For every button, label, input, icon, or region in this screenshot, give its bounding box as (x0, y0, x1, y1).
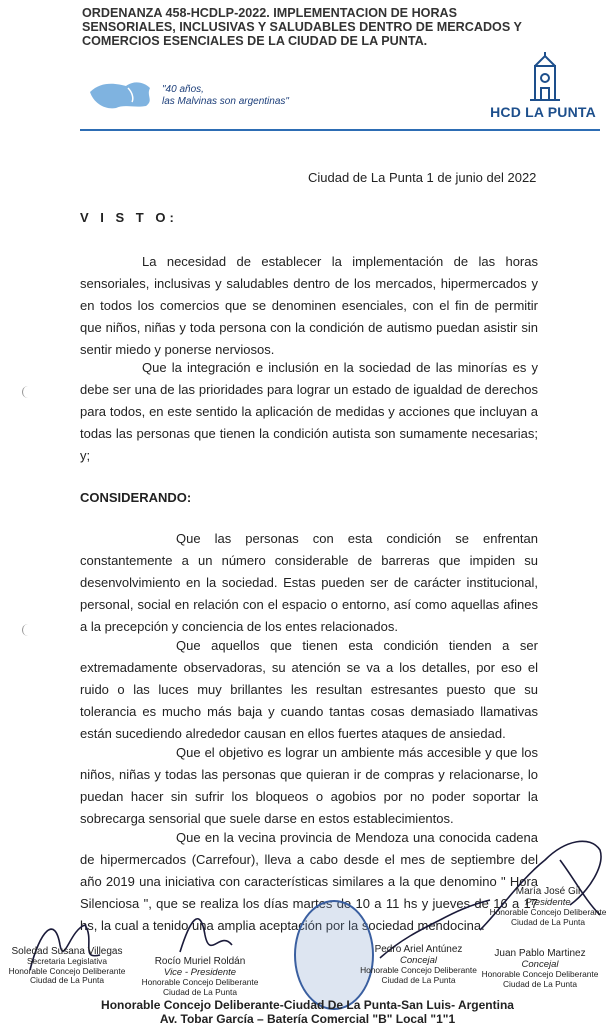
signature-gil (488, 886, 608, 927)
malvinas-slogan-line2: las Malvinas son argentinas" (162, 96, 289, 107)
signature-name: Pedro Ariel Antúnez (374, 944, 463, 955)
signature-org-city: Ciudad de La Punta (510, 916, 586, 927)
footer-address-line1: Honorable Concejo Deliberante-Ciudad De La Punta-San Luis- Argentina (101, 998, 514, 1012)
considerando-paragraph-2: Que aquellos que tienen esta condición tienden a ser extremadamente observadoras, su atención se va a los detalles, por eso el ruido o las luces muy brillantes les resultan estresantes puesto que su tolerancia es mucho más baja y cuando tantas cosas demasiado llamativas están sucediendo alrededor causan en ellos fuertes ataques de ansiedad. (80, 638, 538, 741)
signature-role: Concejal (400, 955, 437, 966)
signature-org: Honorable Concejo Deliberante (481, 969, 599, 979)
hcd-logo-text: HCD LA PUNTA (490, 104, 596, 120)
visto-paragraph-2: Que la integración e inclusión en la sociedad de las minorías es y debe ser una de las prioridades para lograr un estado de igualdad de derechos para todos, en este sentido la aplicación de medidas y acciones que incluyan a todas las personas que tienen la condición autista son sumamente necesarias; y; (80, 360, 538, 463)
considerando-heading: CONSIDERANDO: (80, 490, 192, 505)
malvinas-slogan-line1: "40 años, (162, 84, 204, 95)
punch-hole-mark (22, 624, 33, 636)
signature-org-city: Ciudad de La Punta (502, 978, 578, 989)
signature-villegas (2, 946, 132, 986)
signature-role: Secretaria Legislativa (26, 956, 108, 966)
signature-role: Vice - Presidente (163, 967, 237, 978)
signature-org: Honorable Concejo Deliberante (8, 965, 126, 976)
footer-address-line2: Av. Tobar García – Batería Comercial "B" Local "1"1 (159, 1012, 456, 1026)
visto-heading: V I S T O: (80, 210, 178, 225)
visto-paragraph-1: La necesidad de establecer la implementación de las horas sensoriales, inclusivas y saludables dentro de los mercados, hipermercados y en todos los comercios que se denominen esenciales, con el fin de permitir que niños, niñas y toda persona con la condición de autismo puedan asistir sin sentir miedo y ponerse nerviosos. (80, 254, 538, 357)
document-date: Ciudad de La Punta 1 de junio del 2022 (308, 170, 537, 185)
signature-name: Rocío Muriel Roldán (154, 956, 246, 967)
considerando-paragraph-1: Que las personas con esta condición se enfrentan constantemente a un número considerable de barreras que impiden su desenvolvimiento en la sociedad. Estas pueden ser de carácter institucional, personal, social en relación con el espacio o entorno, así como aquellas afines a la precepción y conciencia de los entes relacionados. (80, 531, 538, 634)
signature-name: Soledad Susana Villegas (11, 946, 123, 957)
malvinas-slogan (162, 84, 302, 108)
header-divider (80, 129, 600, 131)
signature-roldan (130, 956, 270, 997)
considerando-paragraph-3: Que el objetivo es lograr un ambiente más accesible y que los niños, niñas y todas las personas que quieran ir de compras y relacionarse, lo puedan hacer sin sufrir los bloqueos o agobios por no poder soportar la sobrecarga sensorial que suele darse en estos establecimientos. (80, 745, 538, 826)
signature-org: Honorable Concejo Deliberante (360, 965, 477, 975)
signature-role: Concejal (521, 959, 559, 970)
signature-org-city: Ciudad de La Punta (381, 974, 456, 985)
signature-antunez (356, 944, 481, 985)
signature-martinez (470, 948, 610, 989)
ordinance-title: ORDENANZA 458-HCDLP-2022. IMPLEMENTACION DE HORAS SENSORIALES, INCLUSIVAS Y SALUDABLES DENTRO DE MERCADOS Y COMERCIOS ESENCIALES DE LA CIUDAD DE LA PUNTA. (82, 6, 522, 48)
considerando-paragraph-4: Que en la vecina provincia de Mendoza una conocida cadena de hipermercados (Carrefour), lleva a cabo desde el mes de septiembre del año 2019 una iniciativa con características similares a la que denomino " Hora Silenciosa ", que se realiza los días martes de 10 a 11 hs y jueves de 16 a 17 hs, la cual a tenido una amplia aceptación por la sociedad mendocina. (80, 830, 538, 933)
signature-role: Presidente (525, 897, 571, 908)
signature-org-city: Ciudad de La Punta (162, 986, 238, 997)
signature-name: María José Gil (515, 886, 581, 897)
punch-hole-mark (22, 386, 33, 398)
signature-org-city: Ciudad de La Punta (29, 975, 105, 985)
signature-org: Honorable Concejo Deliberante (489, 907, 607, 917)
signature-org: Honorable Concejo Deliberante (141, 977, 259, 987)
signature-name: Juan Pablo Martinez (494, 948, 586, 959)
